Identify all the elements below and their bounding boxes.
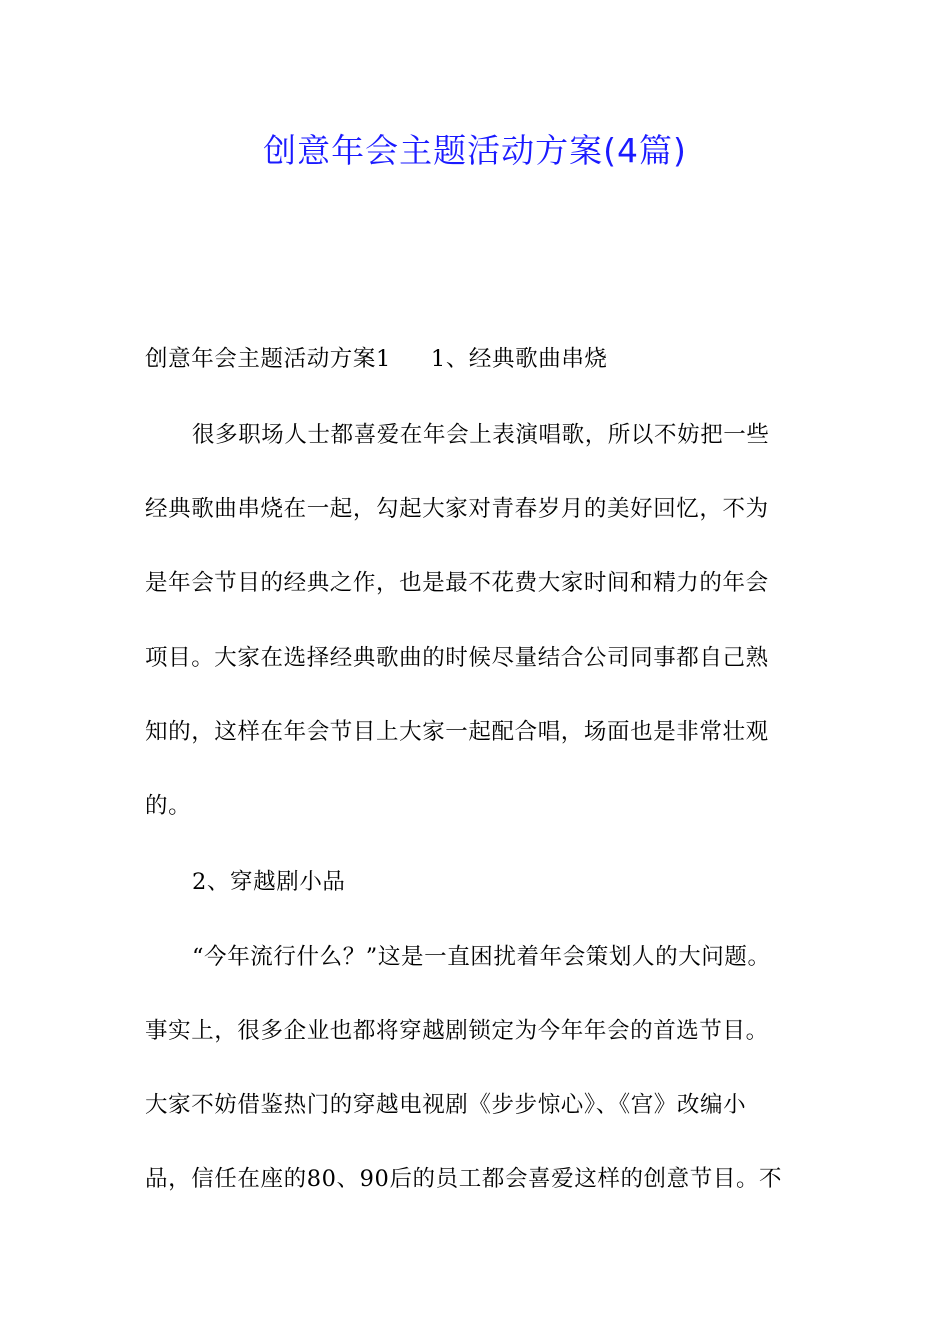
paragraph-line: 很多职场人士都喜爱在年会上表演唱歌，所以不妨把一些 (192, 422, 770, 448)
paragraph-line: 是年会节目的经典之作，也是最不花费大家时间和精力的年会 (145, 570, 769, 596)
paragraph-line: 项目。大家在选择经典歌曲的时候尽量结合公司同事都自己熟 (145, 645, 769, 671)
paragraph-line: 大家不妨借鉴热门的穿越电视剧《步步惊心》、《宫》改编小 (145, 1092, 747, 1118)
section-heading (145, 342, 608, 376)
paragraph-line: 经典歌曲串烧在一起，勾起大家对青春岁月的美好回忆，不为 (145, 496, 769, 522)
section-heading-prefix: 创意年会主题活动方案1 (145, 346, 391, 372)
paragraph-line: 品，信任在座的80、90后的员工都会喜爱这样的创意节目。不 (145, 1166, 783, 1192)
section-heading-item: 1、经典歌曲串烧 (430, 346, 608, 372)
subsection-heading: 2、穿越剧小品 (192, 869, 346, 895)
document-title: 创意年会主题活动方案(4篇) (263, 131, 687, 170)
paragraph-line: 的。 (145, 793, 192, 819)
paragraph-line: 事实上，很多企业也都将穿越剧锁定为今年年会的首选节目。 (145, 1018, 769, 1044)
paragraph-line: “今年流行什么？”这是一直困扰着年会策划人的大问题。 (192, 944, 771, 970)
paragraph-line: 知的，这样在年会节目上大家一起配合唱，场面也是非常壮观 (145, 719, 769, 745)
